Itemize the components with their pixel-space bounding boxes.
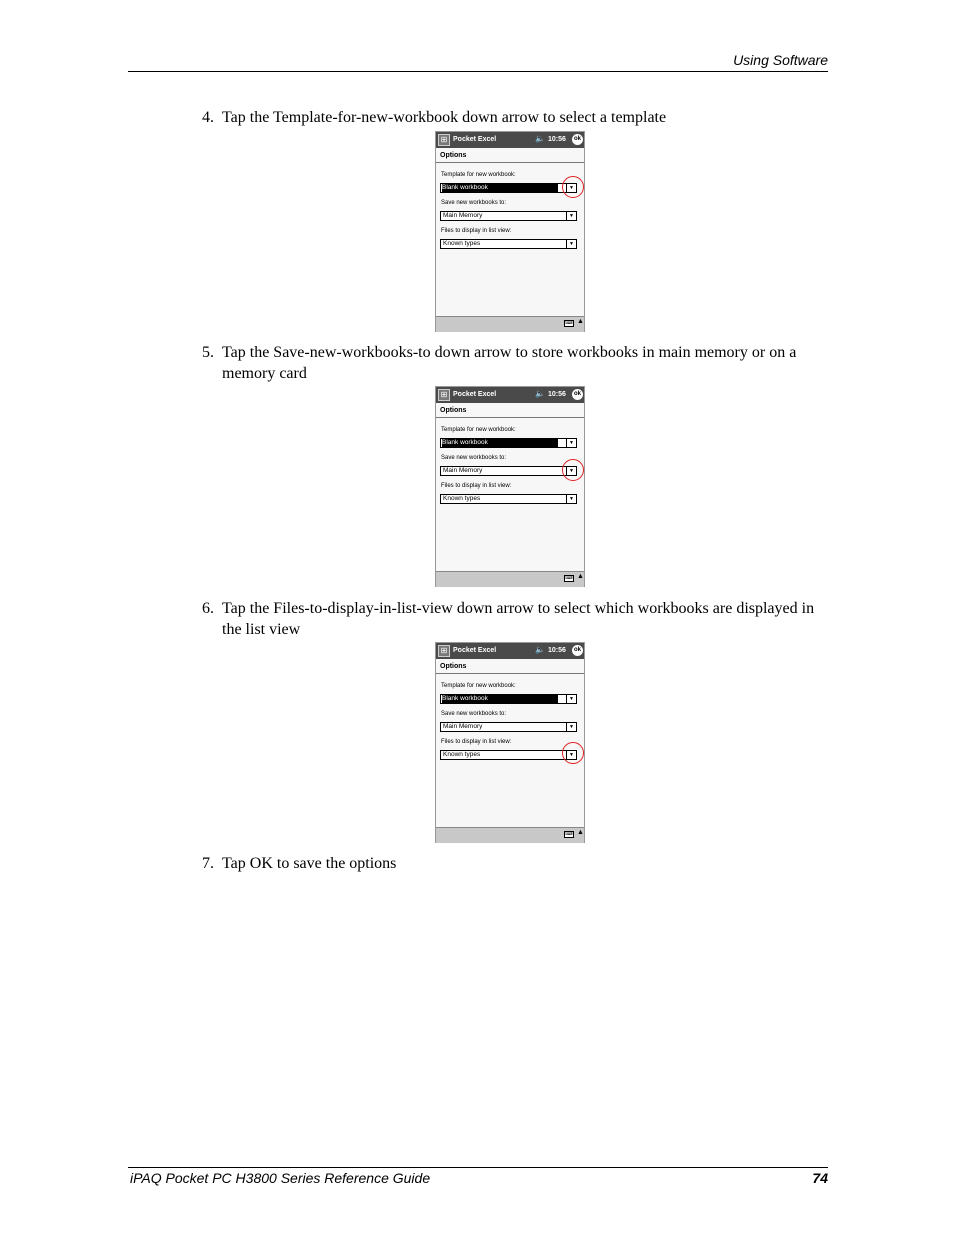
sip-arrow-icon[interactable]: ▲ bbox=[577, 573, 584, 580]
chevron-down-icon[interactable]: ▼ bbox=[566, 751, 576, 759]
chevron-down-icon[interactable]: ▼ bbox=[566, 695, 576, 703]
dropdown-value: Main Memory bbox=[443, 467, 483, 474]
windows-start-icon[interactable]: ⊞ bbox=[438, 134, 450, 146]
files-display-label: Files to display in list view: bbox=[441, 228, 512, 234]
pocket-excel-screenshot bbox=[435, 131, 585, 332]
chevron-down-icon[interactable]: ▼ bbox=[566, 240, 576, 248]
save-location-label: Save new workbooks to: bbox=[441, 711, 507, 717]
save-location-dropdown[interactable] bbox=[440, 466, 577, 476]
step-text: Tap the Files-to-display-in-list-view down arrow to select which workbooks are displayed in the list view bbox=[222, 600, 815, 638]
clock: 10:56 bbox=[548, 136, 566, 143]
step-number: 7. bbox=[202, 855, 214, 872]
app-title: Pocket Excel bbox=[453, 136, 497, 143]
dropdown-value: Known types bbox=[443, 751, 481, 758]
files-display-dropdown[interactable] bbox=[440, 750, 577, 760]
title-bar bbox=[436, 132, 584, 148]
title-bar bbox=[436, 643, 584, 659]
step-text: Tap OK to save the options bbox=[222, 855, 397, 872]
dropdown-value: Blank workbook bbox=[442, 184, 558, 192]
save-location-dropdown[interactable] bbox=[440, 211, 577, 221]
files-display-dropdown[interactable] bbox=[440, 239, 577, 249]
template-dropdown[interactable] bbox=[440, 694, 577, 704]
dropdown-value: Blank workbook bbox=[442, 439, 558, 447]
template-label: Template for new workbook: bbox=[441, 172, 516, 178]
header-rule bbox=[128, 71, 828, 72]
bottom-bar bbox=[436, 571, 584, 587]
chevron-down-icon[interactable]: ▼ bbox=[566, 184, 576, 192]
chevron-down-icon[interactable]: ▼ bbox=[566, 212, 576, 220]
divider bbox=[436, 673, 584, 674]
step-5 bbox=[202, 342, 832, 384]
dropdown-value: Known types bbox=[443, 240, 481, 247]
ok-button[interactable]: ok bbox=[572, 389, 583, 400]
step-number: 4. bbox=[202, 109, 214, 126]
options-heading: Options bbox=[440, 663, 467, 670]
step-number: 5. bbox=[202, 344, 214, 361]
template-dropdown[interactable] bbox=[440, 183, 577, 193]
speaker-icon[interactable]: 🔈 bbox=[535, 645, 545, 654]
keyboard-icon[interactable]: ⌨ bbox=[565, 575, 573, 581]
step-6 bbox=[202, 598, 832, 640]
keyboard-icon[interactable]: ⌨ bbox=[565, 320, 573, 326]
running-head: Using Software bbox=[733, 52, 828, 68]
dropdown-value: Main Memory bbox=[443, 212, 483, 219]
template-label: Template for new workbook: bbox=[441, 683, 516, 689]
speaker-icon[interactable]: 🔈 bbox=[535, 389, 545, 398]
ok-button[interactable]: ok bbox=[572, 134, 583, 145]
template-dropdown[interactable] bbox=[440, 438, 577, 448]
step-text: Tap the Template-for-new-workbook down arrow to select a template bbox=[222, 109, 667, 126]
files-display-label: Files to display in list view: bbox=[441, 739, 512, 745]
highlight-circle bbox=[562, 459, 584, 481]
footer-rule bbox=[128, 1167, 828, 1168]
chevron-down-icon[interactable]: ▼ bbox=[566, 495, 576, 503]
divider bbox=[436, 417, 584, 418]
step-7 bbox=[202, 853, 832, 874]
clock: 10:56 bbox=[548, 647, 566, 654]
options-heading: Options bbox=[440, 152, 467, 159]
windows-start-icon[interactable]: ⊞ bbox=[438, 645, 450, 657]
options-heading: Options bbox=[440, 407, 467, 414]
chevron-down-icon[interactable]: ▼ bbox=[566, 723, 576, 731]
app-title: Pocket Excel bbox=[453, 391, 497, 398]
sip-arrow-icon[interactable]: ▲ bbox=[577, 829, 584, 836]
save-location-label: Save new workbooks to: bbox=[441, 200, 507, 206]
chevron-down-icon[interactable]: ▼ bbox=[566, 439, 576, 447]
dropdown-value: Blank workbook bbox=[442, 695, 558, 703]
bottom-bar bbox=[436, 316, 584, 332]
clock: 10:56 bbox=[548, 391, 566, 398]
template-label: Template for new workbook: bbox=[441, 427, 516, 433]
files-display-label: Files to display in list view: bbox=[441, 483, 512, 489]
highlight-circle bbox=[562, 742, 584, 764]
keyboard-icon[interactable]: ⌨ bbox=[565, 831, 573, 837]
dropdown-value: Known types bbox=[443, 495, 481, 502]
chevron-down-icon[interactable]: ▼ bbox=[566, 467, 576, 475]
windows-start-icon[interactable]: ⊞ bbox=[438, 389, 450, 401]
dropdown-value: Main Memory bbox=[443, 723, 483, 730]
ok-button[interactable]: ok bbox=[572, 645, 583, 656]
highlight-circle bbox=[562, 176, 584, 198]
title-bar bbox=[436, 387, 584, 403]
pocket-excel-screenshot bbox=[435, 642, 585, 843]
pocket-excel-screenshot bbox=[435, 386, 585, 587]
save-location-label: Save new workbooks to: bbox=[441, 455, 507, 461]
bottom-bar bbox=[436, 827, 584, 843]
files-display-dropdown[interactable] bbox=[440, 494, 577, 504]
divider bbox=[436, 162, 584, 163]
save-location-dropdown[interactable] bbox=[440, 722, 577, 732]
step-4 bbox=[202, 107, 832, 128]
footer-guide-title: iPAQ Pocket PC H3800 Series Reference Guide bbox=[130, 1170, 431, 1186]
page-number: 74 bbox=[812, 1170, 828, 1186]
sip-arrow-icon[interactable]: ▲ bbox=[577, 318, 584, 325]
step-number: 6. bbox=[202, 600, 214, 617]
app-title: Pocket Excel bbox=[453, 647, 497, 654]
speaker-icon[interactable]: 🔈 bbox=[535, 134, 545, 143]
step-text: Tap the Save-new-workbooks-to down arrow to store workbooks in main memory or on a memory card bbox=[222, 344, 797, 382]
